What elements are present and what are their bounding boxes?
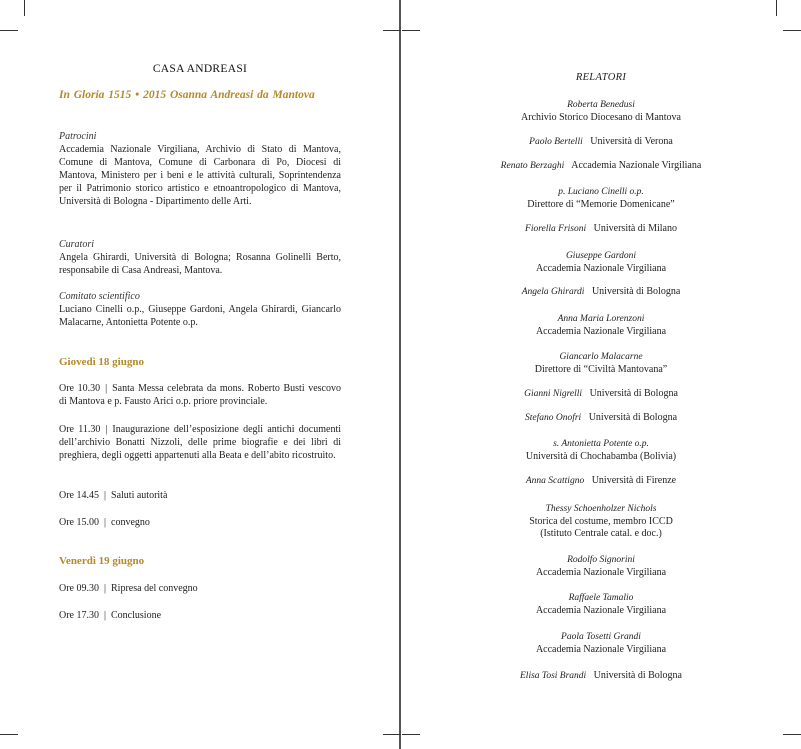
speaker-affiliation: Università di Chochabamba (Bolivia) (525, 450, 677, 462)
speaker-entry (401, 670, 801, 683)
curatori-text: Angela Ghirardi, Università di Bologna; Rosanna Golinelli Berto, responsabile di Casa Andreasi, Mantova. (59, 252, 341, 276)
event-item (59, 582, 341, 595)
crop-mark (402, 734, 420, 735)
event-time: Ore 09.30 (59, 583, 99, 594)
speaker-entry (401, 351, 801, 376)
speaker-entry (401, 186, 801, 211)
day-heading: Venerdì 19 giugno (59, 555, 145, 567)
speaker-name: Giancarlo Malacarne (559, 352, 643, 362)
patrocini-section (59, 130, 341, 208)
speaker-affiliation: Università di Bologna (589, 388, 678, 399)
event-item (59, 423, 341, 462)
speaker-name: s. Antonietta Potente o.p. (553, 439, 649, 449)
speaker-entry (401, 503, 801, 541)
comitato-section (59, 290, 341, 329)
speaker-entry (401, 223, 801, 236)
speaker-affiliation: Direttore di “Civiltà Mantovana” (534, 363, 668, 375)
speaker-name: Roberta Benedusi (567, 100, 635, 110)
relatori-title: RELATORI (575, 72, 627, 83)
event-separator: | (104, 610, 107, 621)
crop-mark (0, 30, 18, 31)
speaker-affiliation: Direttore di “Memorie Domenicane” (527, 198, 675, 210)
speaker-entry (401, 592, 801, 617)
speaker-name: Renato Berzaghi (500, 161, 565, 171)
page-subtitle: In Gloria 1515 • 2015 Osanna Andreasi da Mantova (59, 89, 315, 101)
event-item (59, 609, 341, 622)
crop-mark (402, 30, 420, 31)
speaker-name: Anna Scattigno (525, 476, 585, 486)
event-separator: | (105, 424, 108, 435)
speaker-name: Gianni Nigrelli (524, 389, 583, 399)
speaker-entry (401, 99, 801, 124)
speaker-affiliation: Accademia Nazionale Virgiliana (535, 325, 667, 337)
speaker-affiliation: Accademia Nazionale Virgiliana (535, 566, 667, 578)
day-heading: Giovedì 18 giugno (59, 356, 144, 368)
speaker-name: Paolo Bertelli (529, 137, 583, 147)
event-separator: | (104, 517, 107, 528)
event-time: Ore 17.30 (59, 610, 99, 621)
event-text: convegno (111, 517, 150, 528)
speaker-affiliation: Università di Firenze (591, 475, 677, 486)
speaker-affiliation: Università di Bologna (588, 412, 678, 423)
speaker-name: Thessy Schoenholzer Nichols (545, 504, 657, 514)
speaker-entry (401, 388, 801, 401)
speaker-affiliation: Accademia Nazionale Virgiliana (535, 604, 667, 616)
curatori-heading: Curatori (59, 239, 95, 250)
crop-mark (383, 734, 401, 735)
comitato-text: Luciano Cinelli o.p., Giuseppe Gardoni, Angela Ghirardi, Giancarlo Malacarne, Antonietta Potente o.p. (59, 304, 341, 328)
event-separator: | (104, 583, 107, 594)
speaker-entry (401, 160, 801, 173)
event-time: Ore 15.00 (59, 517, 99, 528)
speaker-entry (401, 313, 801, 338)
left-page (0, 0, 400, 749)
event-text: Inaugurazione dell’esposizione degli antichi documenti dell’archivio Bonatti Nizzoli, delle prime biografie e dei libri di preghiera, degli oggetti appartenuti alla Beata e dell’abito ricostruito. (59, 424, 341, 461)
speaker-affiliation: Accademia Nazionale Virgiliana (571, 160, 702, 171)
speaker-affiliation: Storica del costume, membro ICCD (529, 515, 673, 527)
speaker-name: Giuseppe Gardoni (565, 251, 637, 261)
speaker-entry (401, 136, 801, 149)
speaker-affiliation: Università di Verona (590, 136, 673, 147)
event-time: Ore 11.30 (59, 424, 101, 435)
speaker-name: Elisa Tosi Brandi (520, 671, 587, 681)
speaker-name: Anna Maria Lorenzoni (557, 314, 645, 324)
speaker-affiliation: Università di Bologna (593, 670, 682, 681)
crop-mark (383, 30, 401, 31)
speaker-name: Stefano Onofri (524, 413, 582, 423)
event-separator: | (105, 383, 108, 394)
patrocini-text: Accademia Nazionale Virgiliana, Archivio di Stato di Mantova, Comune di Mantova, Comune di Carbonara di Po, Diocesi di Mantova, Ministero per i beni e le attività culturali, Soprintendenza per il Patrimonio storico artistico e etnoantropologico di Mantova, Università di Bologna - Dipartimento delle Arti. (59, 144, 341, 207)
event-text: Conclusione (111, 610, 162, 621)
crop-mark (783, 30, 801, 31)
event-text: Santa Messa celebrata da mons. Roberto Busti vescovo di Mantova e p. Fausto Arici o.p. priore provinciale. (59, 383, 341, 407)
speaker-entry (401, 475, 801, 488)
speaker-name: Angela Ghirardi (521, 287, 585, 297)
event-time: Ore 10.30 (59, 383, 101, 394)
speaker-affiliation: Archivio Storico Diocesano di Mantova (521, 111, 681, 123)
comitato-heading: Comitato scientifico (59, 291, 140, 302)
crop-mark (0, 734, 18, 735)
speaker-name: Paola Tosetti Grandi (561, 632, 641, 642)
speaker-name: Raffaele Tamalio (568, 593, 634, 603)
page-title: CASA ANDREASI (152, 63, 248, 75)
speaker-entry (401, 631, 801, 656)
event-text: Saluti autorità (111, 490, 168, 501)
speaker-affiliation: Accademia Nazionale Virgiliana (535, 643, 667, 655)
event-time: Ore 14.45 (59, 490, 99, 501)
event-text: Ripresa del convegno (111, 583, 198, 594)
speaker-entry (401, 286, 801, 299)
event-item (59, 489, 341, 502)
speaker-affiliation: Accademia Nazionale Virgiliana (535, 262, 667, 274)
event-item (59, 382, 341, 408)
speaker-affiliation-extra: (Istituto Centrale catal. e doc.) (540, 528, 662, 539)
speaker-name: p. Luciano Cinelli o.p. (558, 187, 644, 197)
crop-mark (776, 0, 777, 16)
speaker-affiliation: Università di Bologna (591, 286, 681, 297)
crop-mark (783, 734, 801, 735)
event-item (59, 516, 341, 529)
speaker-name: Fiorella Frisoni (525, 224, 587, 234)
speaker-entry (401, 250, 801, 275)
speaker-name: Rodolfo Signorini (567, 555, 635, 565)
speaker-entry (401, 554, 801, 579)
speaker-affiliation: Università di Milano (593, 223, 677, 234)
curatori-section (59, 238, 341, 277)
crop-mark (24, 0, 25, 16)
patrocini-heading: Patrocini (59, 131, 97, 142)
event-separator: | (104, 490, 107, 501)
speaker-entry (401, 438, 801, 463)
speaker-entry (401, 412, 801, 425)
